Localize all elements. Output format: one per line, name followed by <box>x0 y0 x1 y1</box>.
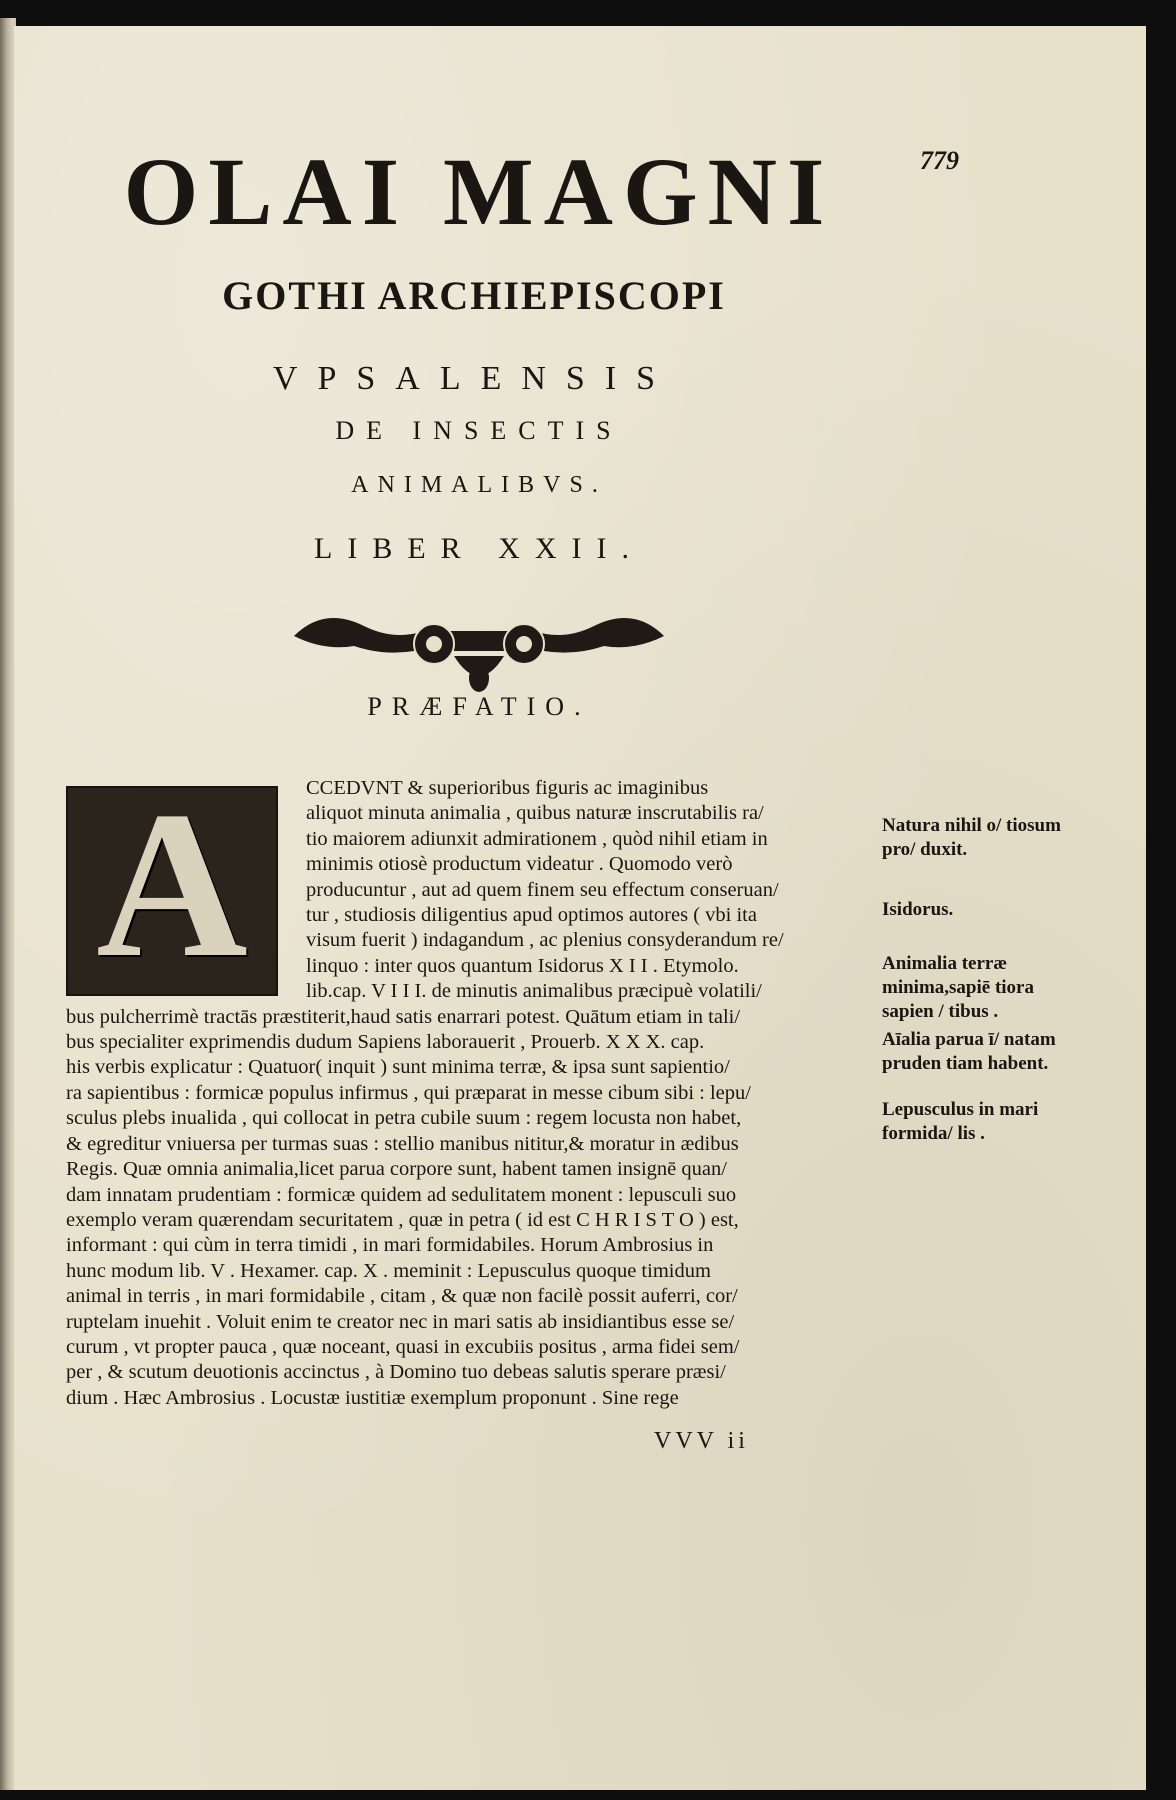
title-subject-2: ANIMALIBVS. <box>351 472 607 498</box>
text-line: sculus plebs inualida , qui collocat in petra cubile suum : regem locusta non habet, <box>66 1107 742 1130</box>
title-see: VPSALENSIS <box>272 360 676 397</box>
text-line: ruptelam inuehit . Voluit enim te creator nec in mari satis ab insidiantibus esse se/ <box>66 1310 735 1333</box>
text-line: linquo : inter quos quantum Isidorus X I I . Etymolo. <box>306 954 739 977</box>
title-subject: DE INSECTIS <box>335 416 623 445</box>
text-line: Regis. Quæ omnia animalia,licet parua corpore sunt, habent tamen insignē quan/ <box>66 1158 727 1181</box>
text-line: informant : qui cùm in terra timidi , in mari formidabiles. Horum Ambrosius in <box>66 1234 714 1257</box>
text-line: dium . Hæc Ambrosius . Locustæ iustitiæ exemplum proponunt . Sine rege <box>66 1386 679 1409</box>
text-line: tio maiorem adiunxit admirationem , quòd nihil etiam in <box>306 827 768 850</box>
text-line: animal in terris , in mari formidabile , citam , & quæ non facilè possit auferri, cor/ <box>66 1285 738 1308</box>
marginal-note: Isidorus. <box>882 899 954 920</box>
catchword: VVV ii <box>654 1428 749 1454</box>
text-line: per , & scutum deuotionis accinctus , à Domino tuo debeas salutis sperare præsi/ <box>66 1361 726 1384</box>
text-line: curum , vt propter pauca , quæ noceant, quasi in excubiis positus , arma fidei sem/ <box>66 1335 740 1358</box>
text-line: lib.cap. V I I I. de minutis animalibus præcipuè volatili/ <box>306 980 762 1003</box>
body-text <box>66 776 896 1411</box>
text-line: visum fuerit ) indagandum , ac plenius consyderandum re/ <box>306 929 784 952</box>
marginal-note: Aīalia parua ī/ natam pruden tiam habent. <box>882 1029 1056 1074</box>
drop-cap-letter: A <box>96 786 248 996</box>
text-line: bus pulcherrimè tractās præstiterit,haud satis enarrari potest. Quātum etiam in tali/ <box>66 1005 741 1028</box>
title-author: OLAI MAGNI <box>123 138 835 245</box>
marginal-notes <box>882 814 1072 1164</box>
text-line: dam innatam prudentiam : formicæ quidem ad sedulitatem monent : lepusculi suo <box>66 1183 737 1206</box>
text-line: ra sapientibus : formicæ populus infirmus , qui præparat in messe cibum sibi : lepu/ <box>66 1081 751 1104</box>
text-line: exemplo veram quærendam securitatem , quæ in petra ( id est C H R I S T O ) est, <box>66 1208 739 1231</box>
text-line: bus specialiter exprimendis dudum Sapiens laborauerit , Prouerb. X X X. cap. <box>66 1031 705 1054</box>
marginal-note: Natura nihil o/ tiosum pro/ duxit. <box>882 815 1061 860</box>
page-number: 779 <box>920 146 959 175</box>
text-line: minimis otiosè productum videatur . Quomodo verò <box>306 853 733 876</box>
text-line: & egreditur vniuersa per turmas suas : stellio manibus nititur,& moratur in ædibus <box>66 1132 739 1155</box>
text-line: CCEDVNT & superioribus figuris ac imaginibus <box>306 777 709 799</box>
ornament-icon <box>284 596 674 706</box>
text-line: producuntur , aut ad quem finem seu effectum conseruan/ <box>306 878 779 901</box>
book-page <box>14 26 1146 1790</box>
title-office: GOTHI ARCHIEPISCOPI <box>222 273 726 318</box>
section-heading: PRÆFATIO. <box>367 692 591 721</box>
text-line: his verbis explicatur : Quatuor( inquit ) sunt minima terræ, & ipsa sunt sapientio/ <box>66 1056 730 1079</box>
text-line: hunc modum lib. V . Hexamer. cap. X . meminit : Lepusculus quoque timidum <box>66 1259 711 1282</box>
text-line: tur , studiosis diligentius apud optimos autores ( vbi ita <box>306 904 757 927</box>
text-line: aliquot minuta animalia , quibus naturæ inscrutabilis ra/ <box>306 802 764 825</box>
marginal-note: Lepusculus in mari formida/ lis . <box>882 1099 1039 1144</box>
book-number: LIBER XXII. <box>314 532 644 565</box>
marginal-note: Animalia terræ minima,sapiē tiora sapien / tibus . <box>882 953 1034 1022</box>
